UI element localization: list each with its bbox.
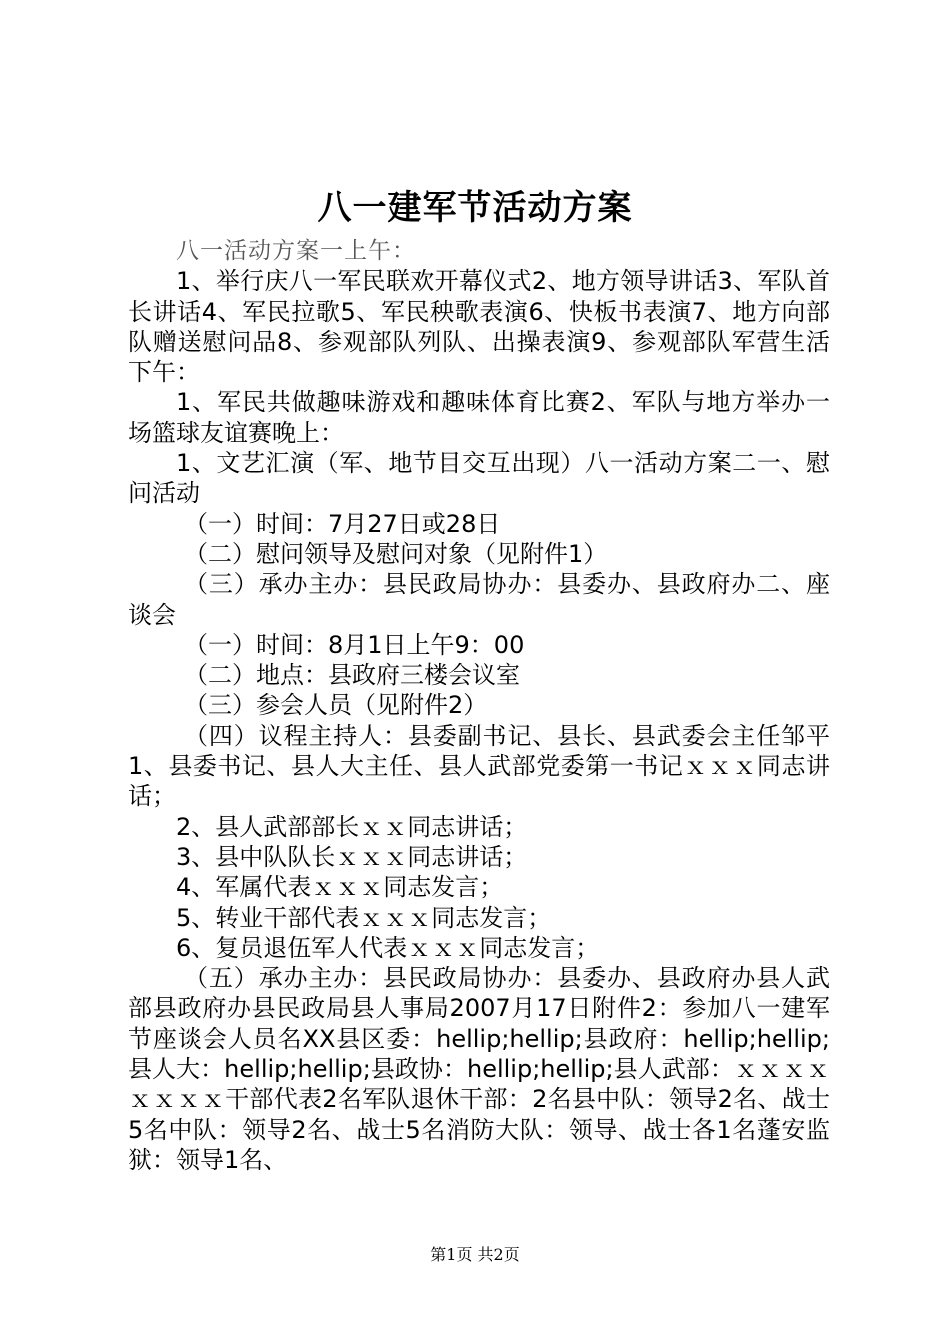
paragraph: （三）参会人员（见附件2） — [184, 691, 488, 720]
document-title: 八一建军节活动方案 — [317, 188, 633, 228]
paragraph: （一）时间：7月27日或28日 — [184, 509, 501, 538]
paragraph: 1、文艺汇演（军、地节目交互出现）八一活动方案二一、慰问活动 — [128, 449, 830, 508]
paragraph: 1、举行庆八一军民联欢开幕仪式2、地方领导讲话3、军队首长讲话4、军民拉歌5、军民秧歌表演6、快板书表演7、地方向部队赠送慰问品8、参观部队列队、出操表演9、参观部队军营生活下午： — [128, 267, 830, 387]
paragraph: 5、转业干部代表ｘｘｘ同志发言； — [176, 903, 552, 932]
document-body — [128, 236, 830, 1175]
page-indicator: 第1页 共2页 — [430, 1245, 520, 1264]
paragraph: 4、军属代表ｘｘｘ同志发言； — [176, 873, 504, 902]
paragraph: （五）承办主办：县民政局协办：县委办、县政府办县人武部县政府办县民政局县人事局2007月17日附件2：参加八一建军节座谈会人员名XX县区委：hellip;hellip;县政府：hellip;hellip;县人大：hellip;hellip;县政协：hellip;hellip;县人武部：ｘｘｘｘｘｘｘｘ干部代表2名军队退休干部：2名县中队：领导2名、战士5名中队：领导2名、战士5名消防大队：领导、战士各1名蓬安监狱：领导1名、 — [128, 964, 830, 1174]
paragraph: （二）慰问领导及慰问对象（见附件1） — [184, 539, 608, 568]
paragraph: 1、军民共做趣味游戏和趣味体育比赛2、军队与地方举办一场篮球友谊赛晚上： — [128, 388, 830, 447]
paragraph: （三）承办主办：县民政局协办：县委办、县政府办二、座谈会 — [128, 570, 830, 629]
paragraph: 八一活动方案一上午： — [176, 238, 416, 264]
paragraph: （一）时间：8月1日上午9：00 — [184, 630, 525, 659]
paragraph: 3、县中队队长ｘｘｘ同志讲话； — [176, 842, 528, 871]
paragraph: 6、复员退伍军人代表ｘｘｘ同志发言； — [176, 933, 600, 962]
paragraph: （二）地点：县政府三楼会议室 — [184, 661, 520, 690]
paragraph: 2、县人武部部长ｘｘ同志讲话； — [176, 812, 528, 841]
paragraph: （四）议程主持人：县委副书记、县长、县武委会主任邹平1、县委书记、县人大主任、县人武部党委第一书记ｘｘｘ同志讲话； — [128, 721, 830, 811]
